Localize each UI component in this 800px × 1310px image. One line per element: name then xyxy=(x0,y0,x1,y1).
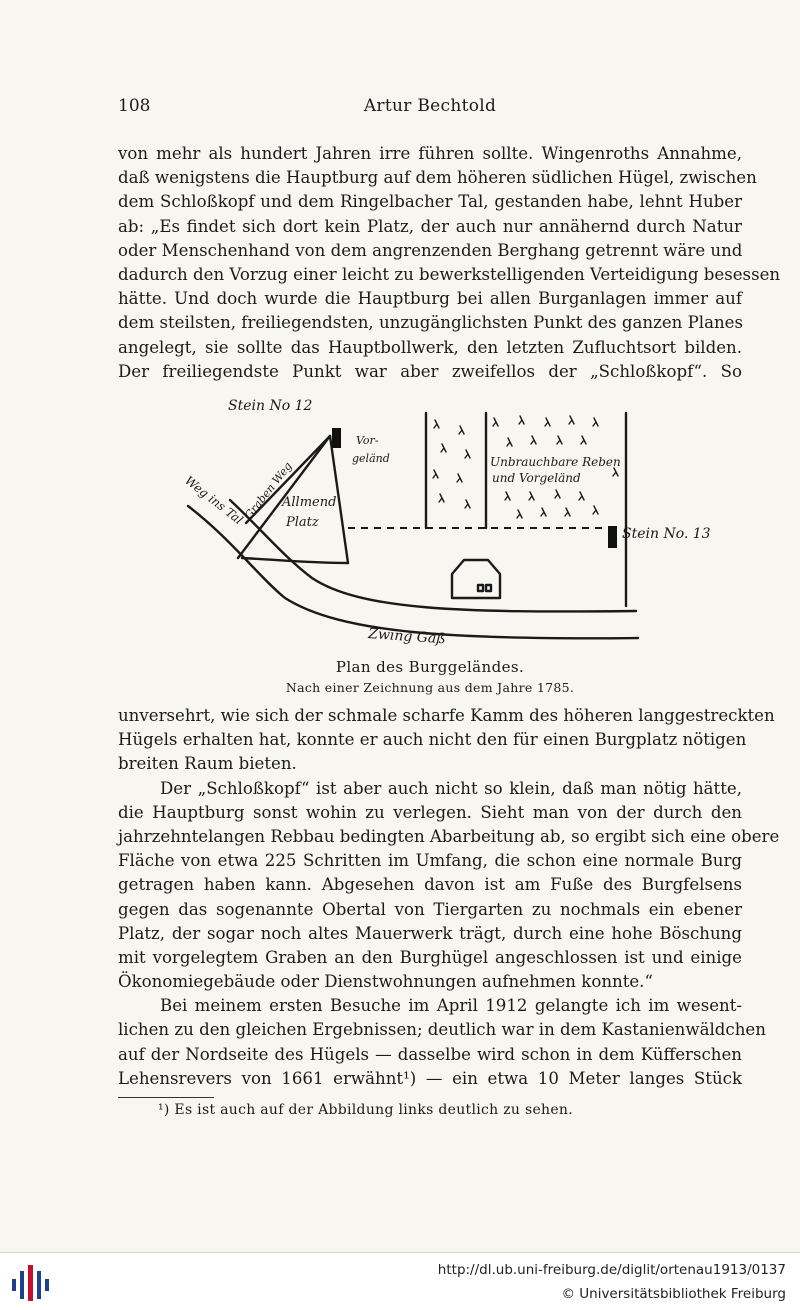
text-line: daß wenigstens die Hauptburg auf dem höheren südlichen Hügel, zwischen xyxy=(118,168,757,188)
castle-site-plan-figure xyxy=(182,388,711,658)
running-head: Artur Bechtold xyxy=(363,96,497,116)
text-line: Fläche von etwa 225 Schritten im Umfang, die schon eine normale Burg xyxy=(118,851,742,871)
text-line: mit vorgelegtem Graben an den Burghügel angeschlossen ist und einige xyxy=(118,947,742,967)
text-line: jahrzehntelangen Rebbau bedingten Abarbeitung ab, so ergibt sich eine obere xyxy=(118,826,780,846)
text-line: Ökonomiegebäude oder Dienstwohnungen aufnehmen konnte.“ xyxy=(118,972,653,992)
label-weg-ins-tal: Weg ins Tal xyxy=(182,473,246,528)
text-line: angelegt, sie sollte das Hauptbollwerk, den letzten Zufluchtsort bilden. xyxy=(118,337,742,357)
footnote: ¹) Es ist auch auf der Abbildung links deutlich zu sehen. xyxy=(158,1102,573,1118)
label-stein-13: Stein No. 13 xyxy=(622,526,711,542)
text-line: auf der Nordseite des Hügels — dasselbe wird schon in dem Küfferschen xyxy=(118,1044,742,1064)
page-header xyxy=(118,96,742,120)
label-platz: Platz xyxy=(286,515,319,530)
text-line: dadurch den Vorzug einer leicht zu bewerkstelligenden Verteidigung besessen xyxy=(118,264,781,284)
text-line: Bei meinem ersten Besuche im April 1912 gelangte ich im wesent- xyxy=(160,996,742,1016)
text-line: breiten Raum bieten. xyxy=(118,754,297,774)
text-line: unversehrt, wie sich der schmale scharfe Kamm des höheren langgestreckten xyxy=(118,706,775,725)
text-line: dem steilsten, freiliegendsten, unzugänglichsten Punkt des ganzen Planes xyxy=(118,313,744,333)
text-line: oder Menschenhand von dem angrenzenden Berghang getrennt wäre und xyxy=(118,240,743,260)
copyright-notice: © Universitätsbibliothek Freiburg xyxy=(561,1286,786,1302)
footnote-divider xyxy=(118,1097,214,1098)
text-line: getragen haben kann. Abgesehen davon ist am Fuße des Burgfelsens xyxy=(118,875,742,895)
text-line: ab: „Es findet sich dort kein Platz, der auch nur annähernd durch Natur xyxy=(118,216,742,236)
label-zwing-gass: Zwing Gaß xyxy=(367,626,447,648)
label-gelaend: geländ xyxy=(352,452,390,465)
label-allmend: Allmend xyxy=(282,495,337,510)
viewer-footer xyxy=(0,1252,800,1310)
boundary-stone-12 xyxy=(332,428,341,448)
body-text-bottom xyxy=(118,704,780,1091)
text-line: die Hauptburg sonst wohin zu verlegen. Sieht man von der durch den xyxy=(118,802,742,822)
house-outline xyxy=(452,560,500,598)
text-line: Platz, der sogar noch altes Mauerwerk trägt, durch eine hohe Böschung xyxy=(118,923,742,943)
ub-freiburg-logo-icon[interactable] xyxy=(10,1261,50,1303)
label-reben: Unbrauchbare Reben xyxy=(490,455,621,469)
page-number: 108 xyxy=(118,96,151,116)
boundary-stone-13 xyxy=(608,526,617,548)
text-line: gegen das sogenannte Obertal von Tiergarten zu nochmals ein ebener xyxy=(118,899,742,919)
text-line: dem Schloßkopf und dem Ringelbacher Tal, gestanden habe, lehnt Huber xyxy=(118,192,742,212)
body-text-top xyxy=(118,142,781,384)
figure-caption-source: Nach einer Zeichnung aus dem Jahre 1785. xyxy=(285,680,575,695)
text-line: Lehensrevers von 1661 erwähnt¹) — ein etwa 10 Meter langes Stück xyxy=(118,1068,742,1088)
text-line: von mehr als hundert Jahren irre führen sollte. Wingenroths Annahme, xyxy=(118,144,742,163)
triangle-base xyxy=(242,558,348,563)
text-line: Der freiliegendste Punkt war aber zweifellos der „Schloßkopf“. So xyxy=(118,361,742,381)
text-line: lichen zu den gleichen Ergebnissen; deutlich war in dem Kastanienwäldchen xyxy=(118,1020,766,1040)
label-vor: Vor- xyxy=(356,434,379,447)
text-line: Der „Schloßkopf“ ist aber auch nicht so klein, daß man nötig hätte, xyxy=(160,778,742,798)
figure-caption-title: Plan des Burggeländes. xyxy=(335,658,525,676)
label-vorgelaend: und Vorgeländ xyxy=(492,471,581,485)
label-stein-12: Stein No 12 xyxy=(228,398,313,414)
permalink-url[interactable]: http://dl.ub.uni-freiburg.de/diglit/ortenau1913/0137 xyxy=(437,1262,786,1278)
label-graben-weg: Graben Weg xyxy=(242,459,295,522)
castle-site-plan-drawing xyxy=(182,388,711,658)
text-line: Hügels erhalten hat, konnte er auch nicht den für einen Burgplatz nötigen xyxy=(118,730,747,750)
text-line: hätte. Und doch wurde die Hauptburg bei allen Burganlagen immer auf xyxy=(118,289,742,309)
